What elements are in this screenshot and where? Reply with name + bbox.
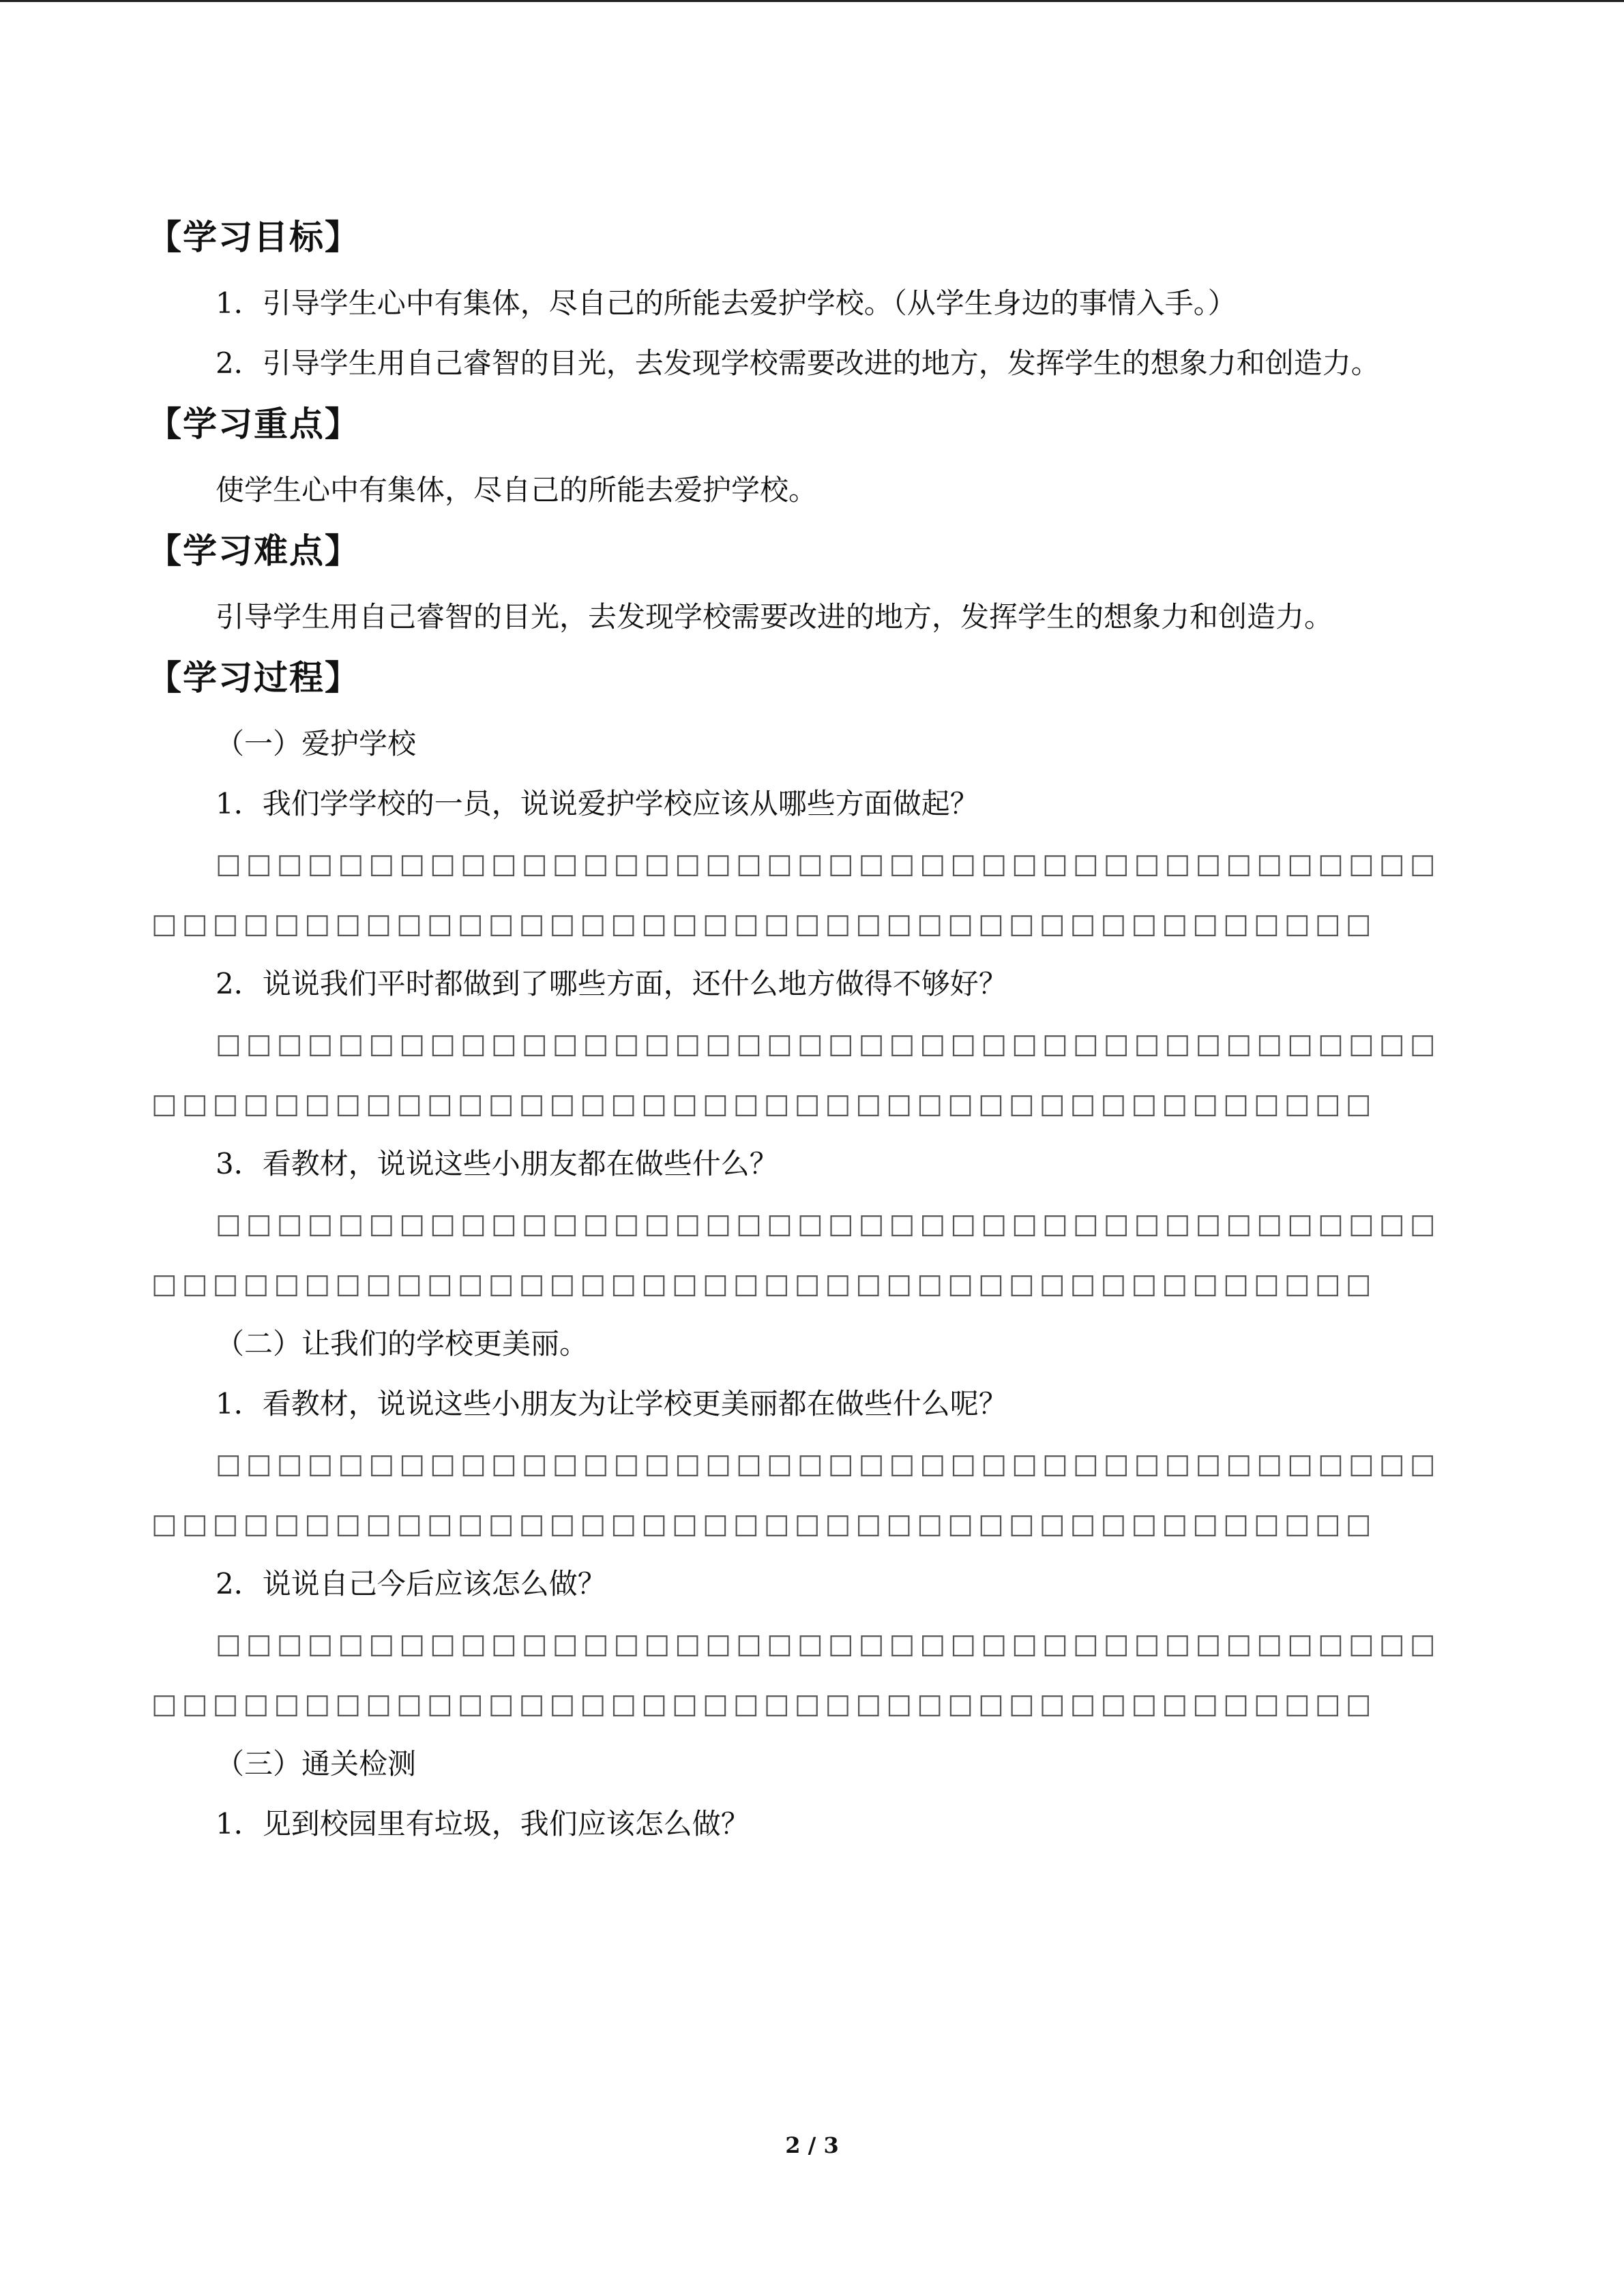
- page-content: [147, 207, 1481, 1854]
- difficulties-text: 引导学生用自己睿智的目光，去发现学校需要改进的地方，发挥学生的想象力和创造力。: [216, 600, 1333, 633]
- process-heading: 【学习过程】: [147, 658, 360, 698]
- answer-boxes[interactable]: □□□□□□□□□□□□□□□□□□□□□□□□□□□□□□□□□□□□□□□□: [151, 1088, 1376, 1120]
- answer-boxes[interactable]: □□□□□□□□□□□□□□□□□□□□□□□□□□□□□□□□□□□□□□□□: [216, 1028, 1441, 1060]
- answer-boxes[interactable]: □□□□□□□□□□□□□□□□□□□□□□□□□□□□□□□□□□□□□□□□: [151, 1508, 1376, 1540]
- part1-question-2: 2．说说我们平时都做到了哪些方面，还什么地方做得不够好？: [216, 967, 1007, 1000]
- answer-boxes[interactable]: □□□□□□□□□□□□□□□□□□□□□□□□□□□□□□□□□□□□□□□□: [151, 908, 1376, 940]
- key-points-text: 使学生心中有集体，尽自己的所能去爱护学校。: [216, 473, 818, 507]
- difficulties-heading: 【学习难点】: [147, 531, 360, 571]
- part2-title: （二）让我们的学校更美丽。: [216, 1327, 589, 1360]
- answer-boxes[interactable]: □□□□□□□□□□□□□□□□□□□□□□□□□□□□□□□□□□□□□□□□: [216, 848, 1441, 880]
- answer-boxes[interactable]: □□□□□□□□□□□□□□□□□□□□□□□□□□□□□□□□□□□□□□□□: [151, 1268, 1376, 1300]
- part1-title: （一）爱护学校: [216, 727, 417, 760]
- goal-item-1: 1．引导学生心中有集体，尽自己的所能去爱护学校。（从学生身边的事情入手。）: [216, 286, 1237, 320]
- goal-item-2: 2．引导学生用自己睿智的目光，去发现学校需要改进的地方，发挥学生的想象力和创造力。: [216, 346, 1380, 380]
- goals-heading: 【学习目标】: [147, 218, 360, 257]
- answer-boxes[interactable]: □□□□□□□□□□□□□□□□□□□□□□□□□□□□□□□□□□□□□□□□: [151, 1688, 1376, 1720]
- part2-question-1: 1．看教材，说说这些小朋友为让学校更美丽都在做些什么呢？: [216, 1387, 1007, 1420]
- answer-boxes[interactable]: □□□□□□□□□□□□□□□□□□□□□□□□□□□□□□□□□□□□□□□□: [216, 1208, 1441, 1240]
- part2-question-2: 2．说说自己今后应该怎么做？: [216, 1567, 606, 1600]
- answer-boxes[interactable]: □□□□□□□□□□□□□□□□□□□□□□□□□□□□□□□□□□□□□□□□: [216, 1448, 1441, 1480]
- part3-title: （三）通关检测: [216, 1747, 417, 1780]
- page-number: 2 / 3: [785, 2132, 839, 2158]
- key-points-heading: 【学习重点】: [147, 404, 360, 444]
- part1-question-3: 3．看教材，说说这些小朋友都在做些什么？: [216, 1147, 778, 1180]
- part3-question-1: 1．见到校园里有垃圾，我们应该怎么做？: [216, 1807, 750, 1840]
- answer-boxes[interactable]: □□□□□□□□□□□□□□□□□□□□□□□□□□□□□□□□□□□□□□□□: [216, 1628, 1441, 1660]
- part1-question-1: 1．我们学学校的一员，说说爱护学校应该从哪些方面做起？: [216, 787, 979, 820]
